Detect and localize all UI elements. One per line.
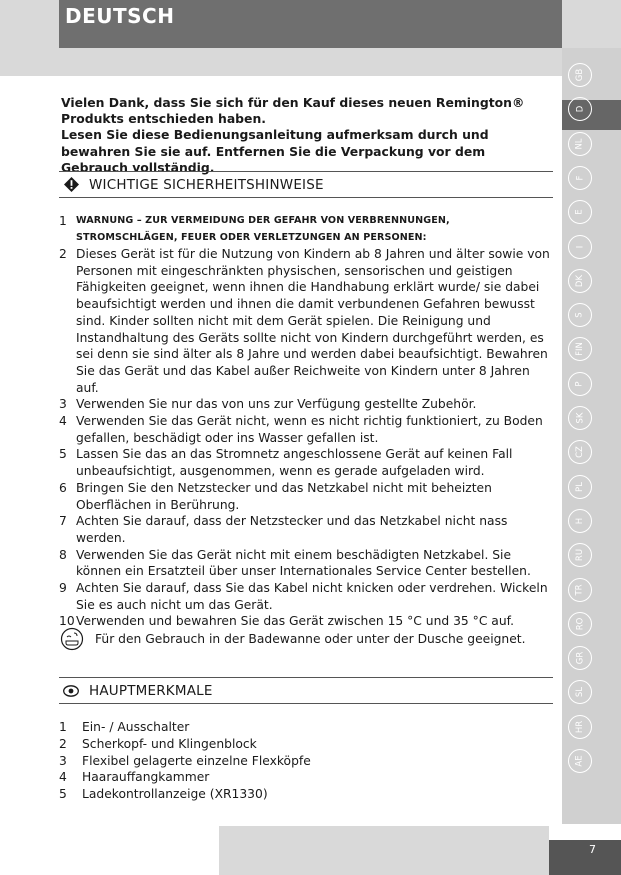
item-text: Dieses Gerät ist für die Nutzung von Kindern ab 8 Jahren und älter sowie von Personen mit eingeschränkten physischen, sensorischen und geistigen Fähigkeiten geeignet, wenn ihnen die Handhabung erklärt wurde/ sie dabei beaufsichtigt werden und ihnen die damit verbundenen Gefahren bewusst sind. Kinder sollten nicht mit dem Gerät spielen. Die Reinigung und Instandhaltung des Geräts sollte nicht von Kindern durchgeführt werden, es sei denn sie sind älter als 8 Jahre und werden dabei beaufsichtigt. Bewahren Sie das Gerät und das Kabel außer Reichweite von Kindern unter 8 Jahren auf. <box>76 247 550 395</box>
language-tab-label: AE <box>575 755 585 767</box>
language-tab-nl[interactable] <box>568 132 592 156</box>
item-text: Verwenden Sie nur das von uns zur Verfügung gestellte Zubehör. <box>76 397 477 412</box>
item-text: Haarauffangkammer <box>82 770 210 785</box>
language-tab-fin[interactable] <box>568 337 592 361</box>
features-section-heading <box>59 677 553 704</box>
language-tab-ro[interactable] <box>568 612 592 636</box>
language-tab-label: S <box>575 312 585 318</box>
language-tab-label: FIN <box>574 342 585 356</box>
language-tab-p[interactable] <box>568 372 592 396</box>
language-tab-label: GR <box>575 651 585 665</box>
language-tab-hr[interactable] <box>568 715 592 739</box>
safety-section-heading <box>59 171 553 198</box>
language-sidebar <box>562 48 621 824</box>
language-tab-ru[interactable] <box>568 543 592 567</box>
item-text: Verwenden Sie das Gerät nicht mit einem beschädigten Netzkabel. Sie können ein Ersatzteil über unser Internationales Service Center bestellen. <box>76 547 531 579</box>
list-item <box>59 719 554 736</box>
safety-heading-label: WICHTIGE SICHERHEITSHINWEISE <box>89 176 324 193</box>
language-tab-label: P <box>574 381 585 387</box>
item-text: Achten Sie darauf, dass der Netzstecker und das Netzkabel nicht nass werden. <box>76 514 508 545</box>
item-number: 8 <box>59 547 67 562</box>
page-title: DEUTSCH <box>65 4 175 28</box>
language-tab-label: RU <box>574 548 585 562</box>
language-tab-label: HR <box>575 720 585 734</box>
list-item <box>59 753 554 770</box>
warning-icon <box>63 177 79 193</box>
item-number: 5 <box>59 447 67 462</box>
language-tab-dk[interactable] <box>568 269 592 293</box>
language-tab-e[interactable] <box>568 200 592 224</box>
item-number: 1 <box>59 720 67 734</box>
item-text: Bringen Sie den Netzstecker und das Netzkabel nicht mit beheizten Oberflächen in Berührung. <box>76 480 492 512</box>
language-tab-sl[interactable] <box>568 680 592 704</box>
language-tab-i[interactable] <box>568 235 592 259</box>
list-item <box>59 786 554 803</box>
language-tab-label: E <box>575 209 585 215</box>
language-tab-label: NL <box>574 138 585 150</box>
language-tab-tr[interactable] <box>568 578 592 602</box>
shower-bath-icon <box>59 627 85 651</box>
language-tab-label: I <box>574 245 585 249</box>
item-number: 3 <box>59 397 67 412</box>
list-item <box>59 547 554 580</box>
language-tab-f[interactable] <box>568 166 592 190</box>
language-tab-label: TR <box>574 584 585 596</box>
item-number: 1 <box>59 214 67 228</box>
item-number: 6 <box>59 480 67 495</box>
list-item <box>59 513 554 546</box>
item-number: 2 <box>59 247 67 261</box>
item-text: Verwenden und bewahren Sie das Gerät zwischen 15 °C und 35 °C auf. <box>76 614 514 629</box>
language-tab-label: PL <box>575 482 585 492</box>
item-text: Verwenden Sie das Gerät nicht, wenn es nicht richtig funktioniert, zu Boden gefallen, beschädigt oder ins Wasser gefallen ist. <box>76 414 543 445</box>
language-tab-label: F <box>574 175 585 181</box>
features-list <box>59 719 554 803</box>
item-number: 10 <box>59 614 75 629</box>
language-tab-gr[interactable] <box>568 646 592 670</box>
list-item <box>59 213 554 246</box>
list-item <box>59 446 554 479</box>
language-tab-cz[interactable] <box>568 440 592 464</box>
intro-line-1: Vielen Dank, dass Sie sich für den Kauf dieses neuen Remington® Produkts entschieden haben. <box>61 95 525 127</box>
note-text: Für den Gebrauch in der Badewanne oder unter der Dusche geeignet. <box>95 632 526 646</box>
language-tab-s[interactable] <box>568 303 592 327</box>
language-tab-h[interactable] <box>568 509 592 533</box>
safety-list <box>59 213 554 630</box>
language-tab-label: SK <box>574 412 585 424</box>
bottom-band <box>219 826 549 875</box>
item-text: Ein- / Ausschalter <box>82 720 190 734</box>
language-tab-label: D <box>574 105 585 113</box>
list-item <box>59 580 554 613</box>
language-tab-label: DK <box>575 274 585 288</box>
list-item <box>59 413 554 446</box>
list-item <box>59 246 554 396</box>
page-number: 7 <box>589 843 596 856</box>
item-text: Ladekontrollanzeige (XR1330) <box>82 787 268 802</box>
features-heading-label: HAUPTMERKMALE <box>89 682 213 699</box>
bath-shower-note <box>59 626 554 652</box>
item-number: 5 <box>59 787 67 802</box>
language-tab-d[interactable] <box>568 97 592 121</box>
intro-text <box>61 95 551 176</box>
list-item <box>59 396 554 413</box>
language-tab-label: CZ <box>574 446 585 458</box>
item-number: 7 <box>59 514 67 529</box>
item-text: WARNUNG – ZUR VERMEIDUNG DER GEFAHR VON VERBRENNUNGEN, STROMSCHLÄGEN, FEUER ODER VERLETZUNGEN AN PERSONEN: <box>76 215 450 243</box>
language-tab-label: H <box>575 517 585 525</box>
list-item <box>59 480 554 513</box>
language-tab-label: SL <box>574 686 585 698</box>
language-tab-ae[interactable] <box>568 749 592 773</box>
item-number: 2 <box>59 736 67 751</box>
language-tab-label: RO <box>574 617 585 631</box>
item-text: Scherkopf- und Klingenblock <box>82 736 257 751</box>
item-text: Flexibel gelagerte einzelne Flexköpfe <box>82 753 311 768</box>
item-number: 4 <box>59 770 67 785</box>
item-text: Lassen Sie das an das Stromnetz angeschlossene Gerät auf keinen Fall unbeaufsichtigt, ausgenommen, wenn es gerade aufgeladen wird. <box>76 447 513 479</box>
page-number-box <box>549 840 621 875</box>
intro-line-2: Lesen Sie diese Bedienungsanleitung aufmerksam durch und bewahren Sie sie auf. Entfernen Sie die Verpackung vor dem Gebrauch vollständig. <box>61 127 489 175</box>
item-number: 9 <box>59 581 67 596</box>
item-text: Achten Sie darauf, dass Sie das Kabel nicht knicken oder verdrehen. Wickeln Sie es auch nicht um das Gerät. <box>76 581 548 612</box>
language-tab-pl[interactable] <box>568 475 592 499</box>
item-number: 3 <box>59 753 67 768</box>
language-tab-sk[interactable] <box>568 406 592 430</box>
language-tab-gb[interactable] <box>568 63 592 87</box>
eye-icon <box>63 683 79 699</box>
item-number: 4 <box>59 414 67 429</box>
language-tab-label: GB <box>574 68 585 82</box>
list-item <box>59 769 554 786</box>
list-item <box>59 736 554 753</box>
